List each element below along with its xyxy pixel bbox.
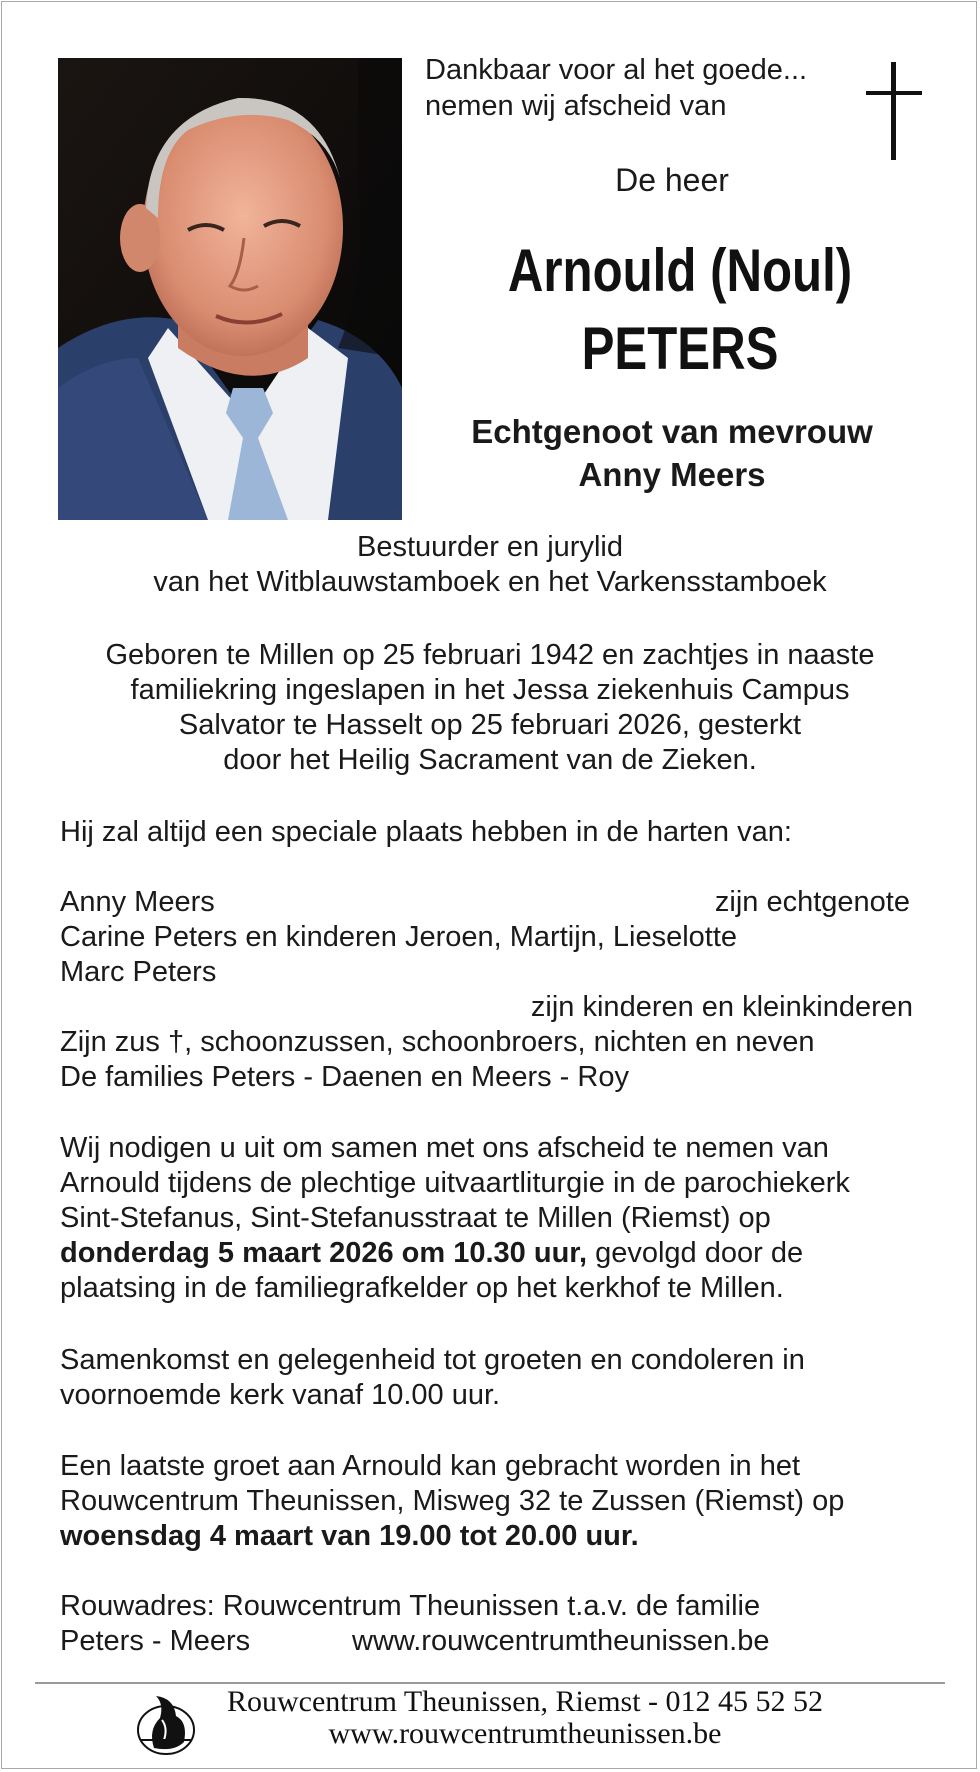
- family-heading: [60, 815, 920, 850]
- family-row-siblings: [60, 1025, 920, 1060]
- funeral-line-4-rest: gevolgd door de: [587, 1237, 804, 1269]
- intro-text: [425, 52, 845, 124]
- portrait-photo: [58, 58, 402, 520]
- family-row-child-2: [60, 955, 920, 990]
- child-2: Marc Peters: [60, 956, 217, 988]
- deceased-last-name: PETERS: [581, 315, 779, 382]
- funeral-line-1: Wij nodigen u uit om samen met ons afscheid te nemen van: [60, 1132, 829, 1164]
- spouse-name: Anny Meers: [60, 886, 215, 918]
- funeral-line-2: Arnould tijdens de plechtige uitvaartliturgie in de parochiekerk: [60, 1167, 850, 1199]
- born-line-3: Salvator te Hasselt op 25 februari 2026, gesterkt: [178, 709, 802, 741]
- visitation-line-2: Rouwcentrum Theunissen, Misweg 32 te Zussen (Riemst) op: [60, 1485, 845, 1517]
- families-line: De families Peters - Daenen en Meers - Roy: [60, 1061, 629, 1093]
- address-text: [60, 1589, 920, 1659]
- family-list: [60, 885, 920, 1095]
- funeral-line-4: [60, 1236, 920, 1271]
- family-row-child-1: [60, 920, 920, 955]
- visitation-date: [60, 1519, 920, 1554]
- visitation-date-bold: woensdag 4 maart van 19.00 tot 20.00 uur.: [60, 1520, 639, 1552]
- funeral-home-logo-icon: [134, 1690, 198, 1756]
- spouse-relation: zijn echtgenote: [714, 886, 910, 918]
- cross-icon: [866, 62, 922, 160]
- intro-line-2: nemen wij afscheid van: [425, 90, 727, 122]
- family-heading-text: Hij zal altijd een speciale plaats hebben in de harten van:: [60, 816, 792, 848]
- funeral-line-3: Sint-Stefanus, Sint-Stefanusstraat te Millen (Riemst) op: [60, 1202, 771, 1234]
- birth-death-text: [60, 638, 920, 778]
- family-row-spouse: [60, 885, 920, 920]
- family-row-families: [60, 1060, 920, 1095]
- family-row-children-relation: [60, 990, 920, 1025]
- footer: [195, 1686, 855, 1750]
- roles-line-1: Bestuurder en jurylid: [357, 531, 623, 563]
- funeral-line-5: plaatsing in de familiegrafkelder op het kerkhof te Millen.: [60, 1272, 784, 1304]
- sibling-cross-icon: †: [167, 1026, 185, 1058]
- siblings-text-b: , schoonzussen, schoonbroers, nichten en neven: [184, 1026, 815, 1058]
- gathering-line-2: voornoemde kerk vanaf 10.00 uur.: [60, 1379, 501, 1411]
- roles-line-2: van het Witblauwstamboek en het Varkensstamboek: [153, 566, 827, 598]
- born-line-2: familiekring ingeslapen in het Jessa ziekenhuis Campus: [130, 674, 850, 706]
- funeral-date: donderdag 5 maart 2026 om 10.30 uur,: [60, 1237, 588, 1269]
- address-website[interactable]: www.rouwcentrumtheunissen.be: [352, 1625, 770, 1657]
- gathering-text: [60, 1343, 920, 1413]
- intro-line-1: Dankbaar voor al het goede...: [425, 54, 808, 86]
- children-relation: zijn kinderen en kleinkinderen: [530, 991, 913, 1023]
- visitation-text: [60, 1449, 920, 1554]
- honorific: De heer: [615, 162, 729, 198]
- footer-website[interactable]: www.rouwcentrumtheunissen.be: [328, 1717, 722, 1750]
- siblings-text-a: Zijn zus: [60, 1026, 160, 1058]
- address-row-2: [60, 1624, 920, 1659]
- born-line-4: door het Heilig Sacrament van de Zieken.: [223, 744, 757, 776]
- child-1: Carine Peters en kinderen Jeroen, Martijn, Lieselotte: [60, 921, 738, 953]
- siblings-line: [60, 1025, 814, 1060]
- born-line-1: Geboren te Millen op 25 februari 1942 en zachtjes in naaste: [105, 639, 875, 671]
- footer-divider: [35, 1682, 945, 1684]
- roles-text: [60, 530, 920, 600]
- address-line-2: Peters - Meers: [60, 1625, 251, 1657]
- deceased-name: [475, 232, 885, 388]
- gathering-line-1: Samenkomst en gelegenheid tot groeten en condoleren in: [60, 1344, 805, 1376]
- spouse-line-2: Anny Meers: [578, 456, 766, 493]
- funeral-text: [60, 1131, 920, 1306]
- visitation-line-1: Een laatste groet aan Arnould kan gebracht worden in het: [60, 1450, 801, 1482]
- deceased-first-name: Arnould (Noul): [507, 237, 853, 304]
- spouse-line-1: Echtgenoot van mevrouw: [471, 413, 873, 450]
- address-line-1: Rouwadres: Rouwcentrum Theunissen t.a.v. de familie: [60, 1590, 761, 1622]
- footer-line-1: Rouwcentrum Theunissen, Riemst - 012 45 52 52: [226, 1685, 824, 1718]
- spouse-info: [430, 410, 914, 496]
